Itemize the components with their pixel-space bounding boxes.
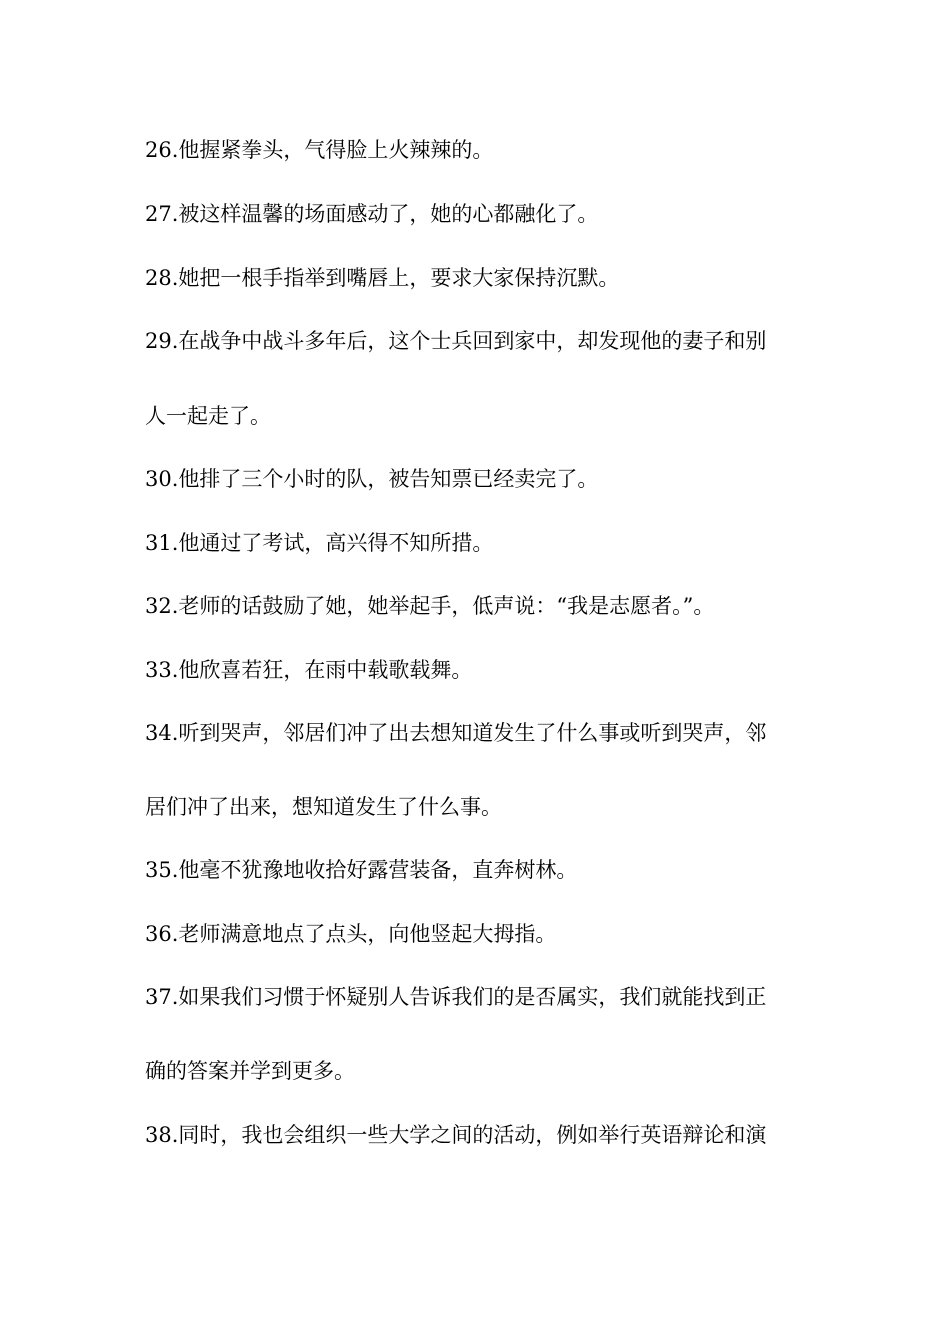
- sentence-30: 30.他排了三个小时的队，被告知票已经卖完了。: [145, 467, 599, 491]
- sentence-37: 37.如果我们习惯于怀疑别人告诉我们的是否属实，我们就能找到正: [145, 985, 767, 1009]
- sentence-34-cont: 居们冲了出来，想知道发生了什么事。: [145, 795, 502, 819]
- sentence-35: 35.他毫不犹豫地收拾好露营装备，直奔树林。: [145, 858, 578, 882]
- sentence-29: 29.在战争中战斗多年后，这个士兵回到家中，却发现他的妻子和别: [145, 329, 767, 353]
- sentence-26: 26.他握紧拳头，气得脸上火辣辣的。: [145, 138, 494, 162]
- sentence-33: 33.他欣喜若狂，在雨中载歌载舞。: [145, 658, 473, 682]
- sentence-37-cont: 确的答案并学到更多。: [145, 1059, 355, 1083]
- sentence-34: 34.听到哭声，邻居们冲了出去想知道发生了什么事或听到哭声，邻: [145, 721, 767, 745]
- sentence-36: 36.老师满意地点了点头，向他竖起大拇指。: [145, 922, 557, 946]
- sentence-32: 32.老师的话鼓励了她，她举起手，低声说：“我是志愿者。”。: [145, 594, 715, 618]
- sentence-29-cont: 人一起走了。: [145, 404, 271, 428]
- sentence-38: 38.同时，我也会组织一些大学之间的活动，例如举行英语辩论和演: [145, 1123, 767, 1147]
- sentence-28: 28.她把一根手指举到嘴唇上，要求大家保持沉默。: [145, 266, 620, 290]
- sentence-27: 27.被这样温馨的场面感动了，她的心都融化了。: [145, 202, 599, 226]
- sentence-31: 31.他通过了考试，高兴得不知所措。: [145, 531, 494, 555]
